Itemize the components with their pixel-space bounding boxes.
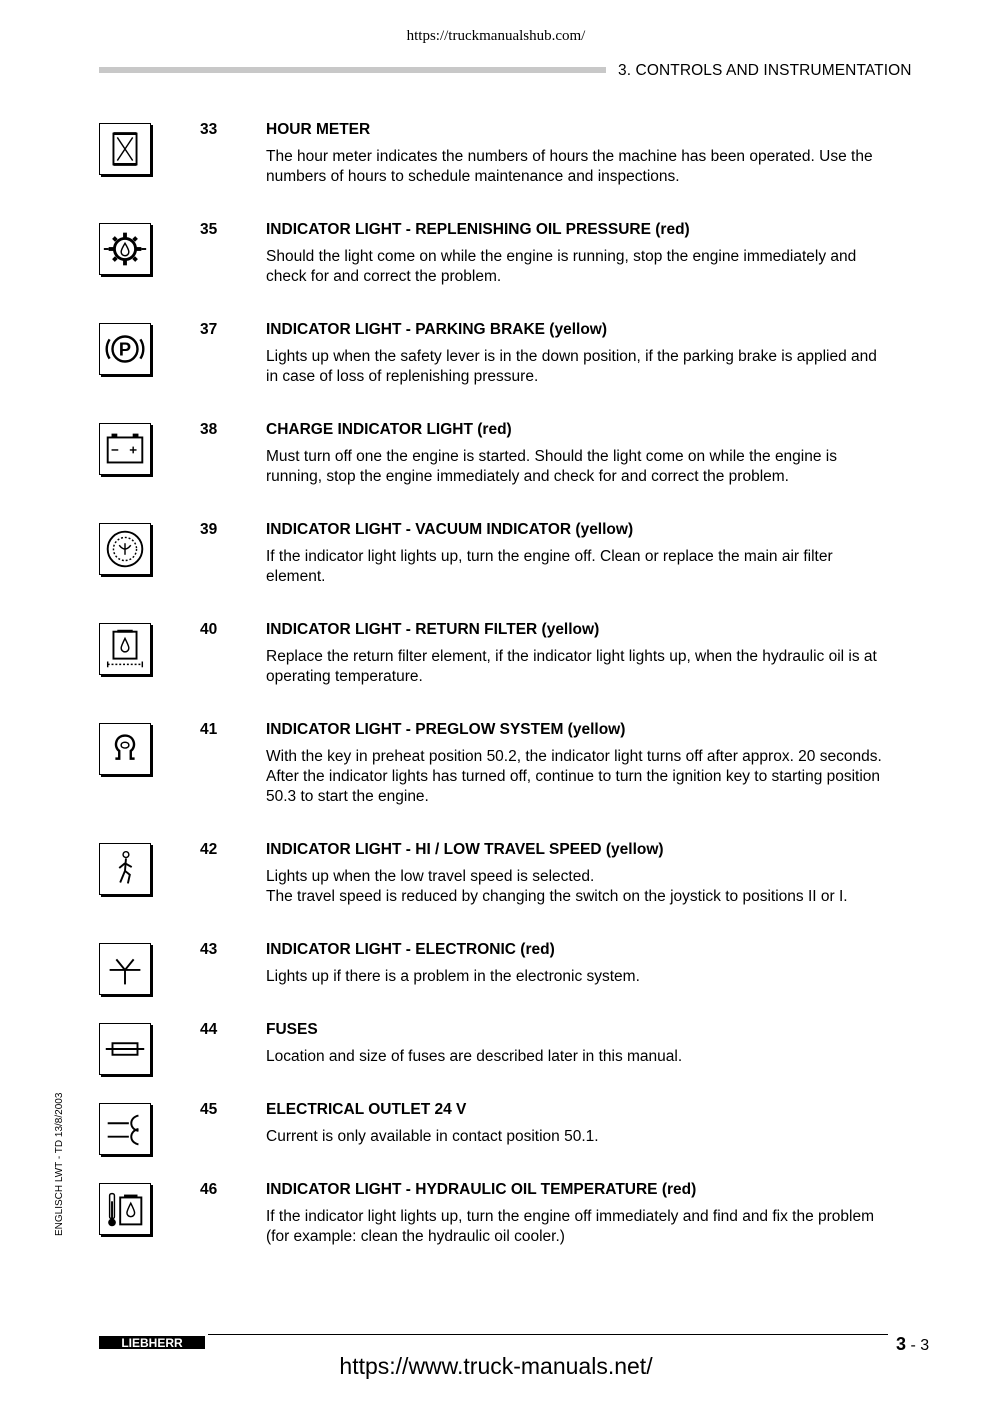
item-number: 42 (200, 841, 218, 858)
svg-text:P: P (118, 338, 132, 360)
footer-line (208, 1334, 888, 1335)
item-description: Lights up when the low travel speed is selected. The travel speed is reduced by changing the switch on the joystick to positions II or I. (266, 868, 848, 905)
item-description: Must turn off one the engine is started. Should the light come on while the engine is running, stop the engine immediately and check for and correct the problem. (266, 448, 837, 485)
item-title: INDICATOR LIGHT - PREGLOW SYSTEM (yellow) (266, 721, 626, 738)
liebherr-logo (99, 1336, 205, 1349)
item-title: INDICATOR LIGHT - HYDRAULIC OIL TEMPERATURE (red) (266, 1181, 697, 1198)
item-number: 35 (200, 221, 218, 238)
preglow-coil-icon (99, 723, 151, 775)
item-title: INDICATOR LIGHT - PARKING BRAKE (yellow) (266, 321, 607, 338)
hourglass-icon (99, 123, 151, 175)
item-description: The hour meter indicates the numbers of hours the machine has been operated. Use the numbers of hours to schedule maintenance and inspections. (266, 148, 873, 185)
item-description: Current is only available in contact position 50.1. (266, 1128, 599, 1145)
item-number: 43 (200, 941, 218, 958)
item-description: Should the light come on while the engine is running, stop the engine immediately and check for and correct the problem. (266, 248, 857, 285)
item-number: 41 (200, 721, 218, 738)
item-description: If the indicator light lights up, turn the engine off. Clean or replace the main air filter element. (266, 548, 833, 585)
item-number: 46 (200, 1181, 218, 1198)
fuse-icon (99, 1023, 151, 1075)
item-description: Lights up if there is a problem in the electronic system. (266, 968, 640, 985)
item-description: Location and size of fuses are described later in this manual. (266, 1048, 683, 1065)
item-number: 38 (200, 421, 218, 438)
side-document-code: ENGLISCH LWT - TD 13/8/2003 (54, 1092, 65, 1236)
item-description: Lights up when the safety lever is in the down position, if the parking brake is applied and in case of loss of replenishing pressure. (266, 348, 877, 385)
item-title: INDICATOR LIGHT - HI / LOW TRAVEL SPEED (yellow) (266, 841, 664, 858)
page-number: 3 - 3 (896, 1334, 930, 1354)
battery-icon (99, 423, 151, 475)
item-description: Replace the return filter element, if the indicator light lights up, when the hydraulic oil is at operating temperature. (266, 648, 877, 685)
air-filter-icon (99, 523, 151, 575)
item-title: CHARGE INDICATOR LIGHT (red) (266, 421, 512, 438)
oil-temperature-icon (99, 1183, 151, 1235)
item-title: HOUR METER (266, 121, 371, 138)
item-title: FUSES (266, 1021, 318, 1038)
item-title: INDICATOR LIGHT - RETURN FILTER (yellow) (266, 621, 600, 638)
item-title: INDICATOR LIGHT - REPLENISHING OIL PRESSURE (red) (266, 221, 690, 238)
walking-person-icon (99, 843, 151, 895)
item-number: 33 (200, 121, 218, 138)
header-bar (99, 67, 606, 73)
item-description: If the indicator light lights up, turn the engine off immediately and find and fix the problem (for example: clean the hydraulic oil cooler.) (266, 1208, 875, 1245)
section-title: 3. CONTROLS AND INSTRUMENTATION (618, 62, 912, 79)
item-number: 45 (200, 1101, 218, 1118)
item-number: 39 (200, 521, 218, 538)
svg-text:LIEBHERR: LIEBHERR (121, 1336, 183, 1349)
item-title: ELECTRICAL OUTLET 24 V (266, 1101, 467, 1118)
item-number: 44 (200, 1021, 218, 1038)
parking-brake-icon (99, 323, 151, 375)
item-title: INDICATOR LIGHT - ELECTRONIC (red) (266, 941, 555, 958)
item-description: With the key in preheat position 50.2, the indicator light turns off after approx. 20 seconds. After the indicator lights has turned off, continue to turn the ignition key to starting position 50.3 to start the engine. (266, 748, 882, 805)
electronic-icon (99, 943, 151, 995)
electrical-outlet-icon (99, 1103, 151, 1155)
item-title: INDICATOR LIGHT - VACUUM INDICATOR (yellow) (266, 521, 634, 538)
return-filter-icon (99, 623, 151, 675)
item-number: 37 (200, 321, 218, 338)
item-number: 40 (200, 621, 218, 638)
bottom-url: https://www.truck-manuals.net/ (339, 1353, 653, 1379)
top-url: https://truckmanualshub.com/ (406, 28, 586, 44)
oil-pressure-gear-icon (99, 223, 151, 275)
